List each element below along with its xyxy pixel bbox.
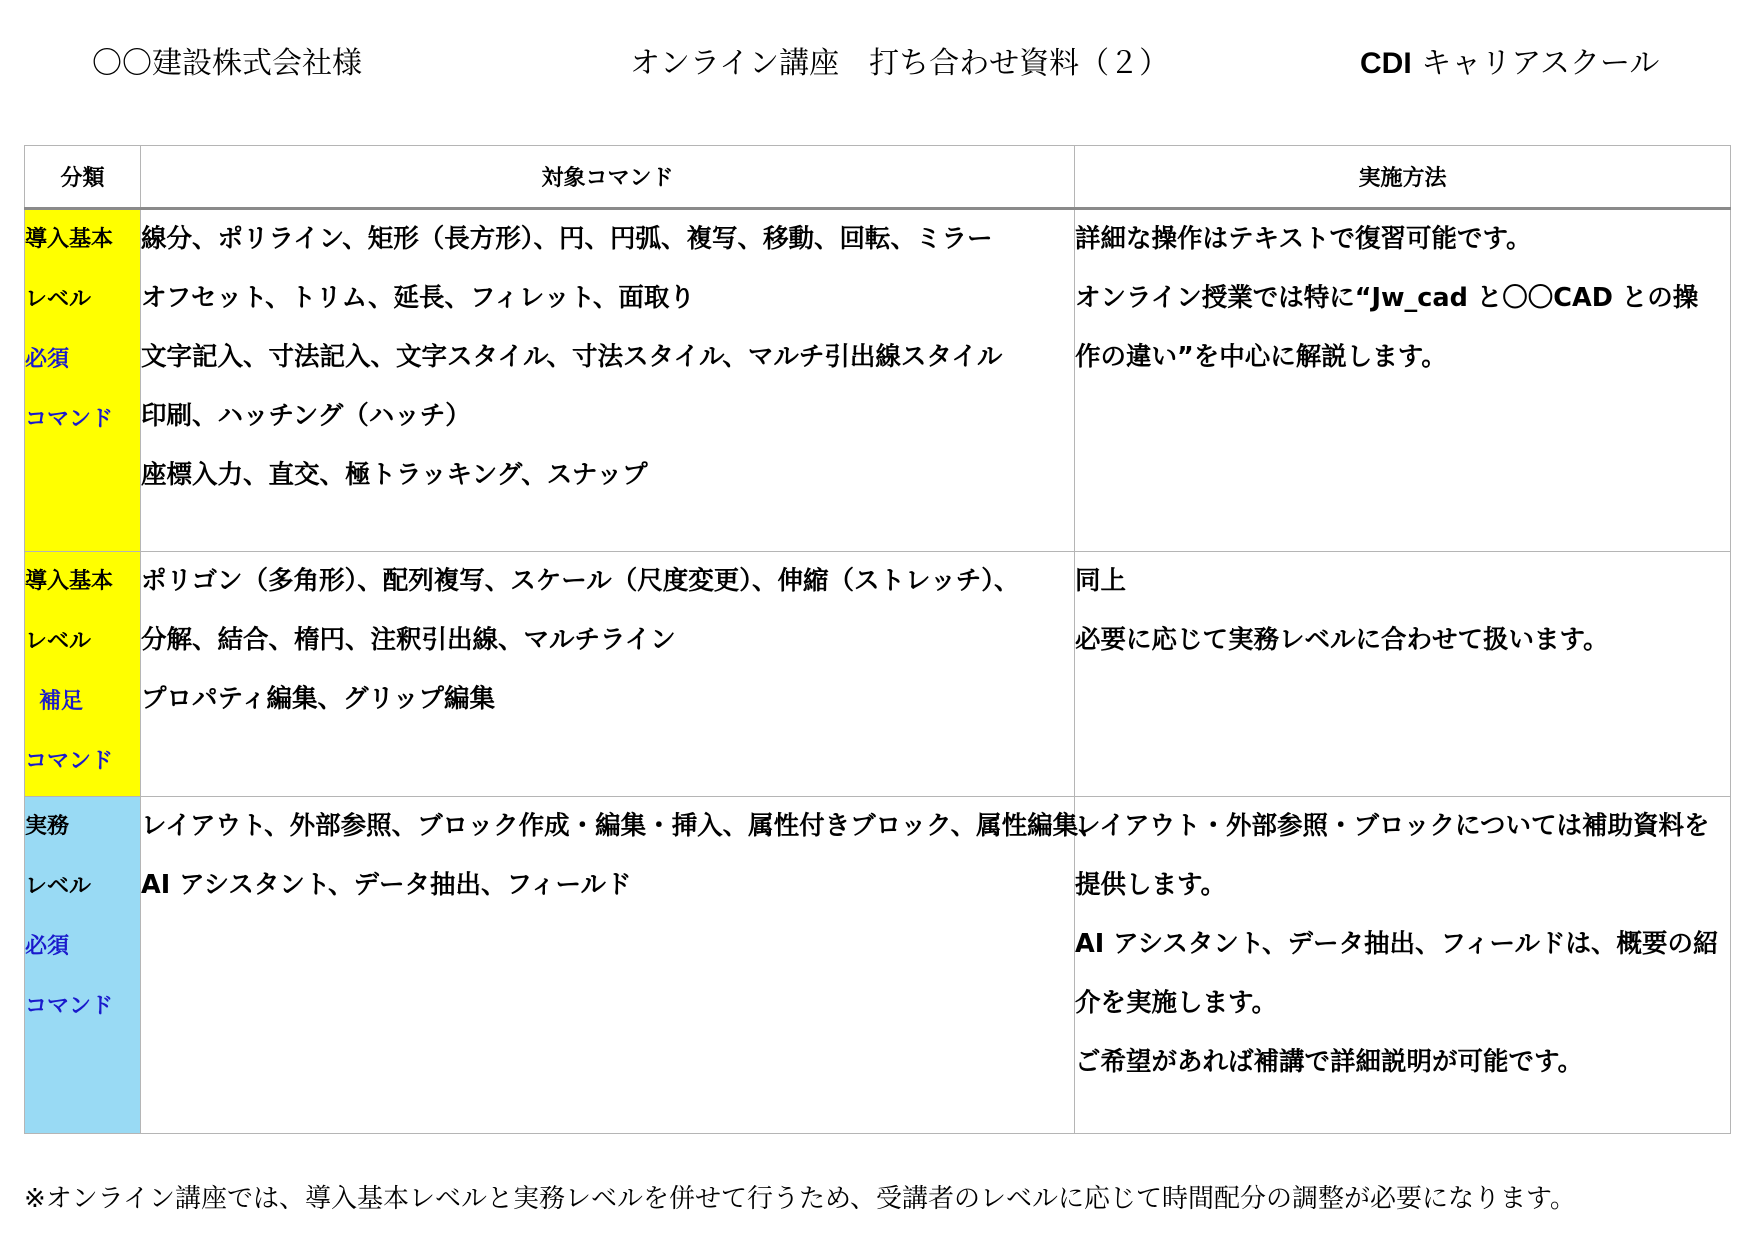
command-line: 分解、結合、楕円、注釈引出線、マルチライン — [141, 625, 676, 655]
school-brand: CDI — [1360, 47, 1412, 80]
column-header-category: 分類 — [25, 146, 141, 209]
category-line: コマンド — [25, 994, 114, 1019]
method-line: 同上 — [1075, 566, 1127, 596]
category-line: 必須 — [25, 934, 70, 959]
command-line: ポリゴン（多角形）、配列複写、スケール（尺度変更）、伸縮（ストレッチ）、 — [141, 566, 1020, 596]
command-line: 文字記入、寸法記入、文字スタイル、寸法スタイル、マルチ引出線スタイル — [141, 342, 1003, 372]
school-name — [1360, 38, 1659, 82]
client-name: 〇〇建設株式会社様 — [92, 46, 362, 81]
command-line: オフセット、トリム、延長、フィレット、面取り — [141, 283, 695, 313]
command-plan-table — [24, 145, 1731, 1134]
category-line: 補足 — [39, 689, 84, 714]
method-line: 提供します。 — [1075, 870, 1226, 900]
method-line: 必要に応じて実務レベルに合わせて扱います。 — [1075, 625, 1609, 655]
category-line: 実務 — [25, 814, 70, 839]
method-line: レイアウト・外部参照・ブロックについては補助資料を — [1075, 811, 1710, 841]
column-header-method: 実施方法 — [1075, 146, 1731, 209]
category-cell — [25, 797, 141, 1134]
method-cell — [1075, 552, 1731, 797]
category-cell — [25, 552, 141, 797]
commands-cell — [141, 552, 1075, 797]
command-line: プロパティ編集、グリップ編集 — [141, 684, 495, 714]
method-cell — [1075, 209, 1731, 552]
command-line: 線分、ポリライン、矩形（長方形）、円、円弧、複写、移動、回転、ミラー — [141, 224, 993, 254]
method-line: 詳細な操作はテキストで復習可能です。 — [1075, 224, 1532, 254]
category-line: レベル — [25, 629, 92, 654]
school-name-text: キャリアスクール — [1421, 46, 1660, 81]
command-line: 座標入力、直交、極トラッキング、スナップ — [141, 460, 648, 490]
method-line: 作の違い”を中心に解説します。 — [1075, 342, 1447, 372]
document-title: オンライン講座 打ち合わせ資料（２） — [630, 46, 1170, 81]
category-line: コマンド — [25, 407, 114, 432]
command-line: AI アシスタント、データ抽出、フィールド — [141, 870, 632, 900]
commands-cell — [141, 209, 1075, 552]
method-line: 介を実施します。 — [1075, 988, 1277, 1018]
table-row — [25, 209, 1731, 552]
category-line: レベル — [25, 874, 92, 899]
table-row — [25, 552, 1731, 797]
command-line: レイアウト、外部参照、ブロック作成・編集・挿入、属性付きブロック、属性編集、 — [141, 811, 1104, 841]
category-cell — [25, 209, 141, 552]
commands-cell — [141, 797, 1104, 1134]
category-line: レベル — [25, 287, 92, 312]
method-line: AI アシスタント、データ抽出、フィールドは、概要の紹 — [1075, 929, 1719, 959]
category-line: コマンド — [25, 749, 114, 774]
category-line: 導入基本 — [25, 569, 114, 594]
command-line: 印刷、ハッチング（ハッチ） — [141, 401, 471, 431]
method-line: オンライン授業では特に“Jw_cad と〇〇CAD との操 — [1075, 283, 1699, 313]
method-line: ご希望があれば補講で詳細説明が可能です。 — [1075, 1047, 1583, 1077]
category-line: 必須 — [25, 347, 70, 372]
column-header-commands: 対象コマンド — [141, 146, 1075, 209]
table-row — [25, 797, 1731, 1134]
method-cell — [1075, 797, 1731, 1134]
table-header-row — [25, 146, 1731, 209]
footnote: ※オンライン講座では、導入基本レベルと実務レベルを併せて行うため、受講者のレベルに応じて時間配分の調整が必要になります。 — [24, 1184, 1576, 1214]
category-line: 導入基本 — [25, 227, 114, 252]
